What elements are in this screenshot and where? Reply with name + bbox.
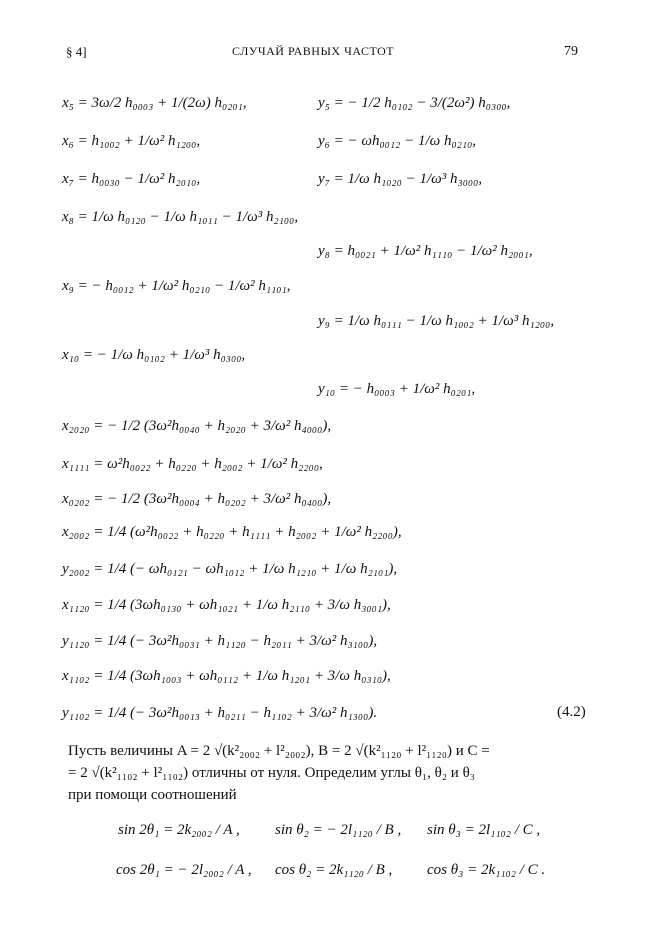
equation-y6: y₆ = − ωh₀₀₁₂ − 1/ω h₀₂₁₀, [318,133,477,149]
equation-y2002: y₂₀₀₂ = 1/4 (− ωh₀₁₂₁ − ωh₁₀₁₂ + 1/ω h₁₂₁₀ + 1/ω h₂₁₀₁), [62,561,398,577]
formula-sin-theta2: sin θ₂ = − 2l₁₁₂₀ / B , [275,822,402,838]
formula-cos-2theta1: cos 2θ₁ = − 2l₂₀₀₂ / A , [116,862,252,878]
equation-x10: x₁₀ = − 1/ω h₀₁₀₂ + 1/ω³ h₀₃₀₀, [62,347,246,363]
paragraph-line-3: при помощи соотношений [68,787,237,803]
formula-sin-theta3: sin θ₃ = 2l₁₁₀₂ / C , [427,822,541,838]
equation-x6: x₆ = h₁₀₀₂ + 1/ω² h₁₂₀₀, [62,133,201,149]
formula-sin-2theta1: sin 2θ₁ = 2k₂₀₀₂ / A , [118,822,240,838]
equation-y9: y₉ = 1/ω h₀₁₁₁ − 1/ω h₁₀₀₂ + 1/ω³ h₁₂₀₀, [318,313,555,329]
equation-x9: x₉ = − h₀₀₁₂ + 1/ω² h₀₂₁₀ − 1/ω² h₁₁₀₁, [62,278,291,294]
equation-y8: y₈ = h₀₀₂₁ + 1/ω² h₁₁₁₀ − 1/ω² h₂₀₀₁, [318,243,533,259]
paragraph-line-2: = 2 √(k²₁₁₀₂ + l²₁₁₀₂) отличны от нуля. Определим углы θ₁, θ₂ и θ₃ [68,765,475,781]
equation-x1111: x₁₁₁₁ = ω²h₀₀₂₂ + h₀₂₂₀ + h₂₀₀₂ + 1/ω² h₂₂₀₀, [62,456,323,472]
paragraph [68,740,600,806]
equation-y1102: y₁₁₀₂ = 1/4 (− 3ω²h₀₀₁₃ + h₀₂₁₁ − h₁₁₀₂ + 3/ω² h₁₃₀₀). [62,705,378,721]
equation-x2002: x₂₀₀₂ = 1/4 (ω²h₀₀₂₂ + h₀₂₂₀ + h₁₁₁₁ + h₂₀₀₂ + 1/ω² h₂₂₀₀), [62,524,402,540]
equation-x5: x₅ = 3ω/2 h₀₀₀₃ + 1/(2ω) h₀₂₀₁, [62,95,247,111]
equation-x1102: x₁₁₀₂ = 1/4 (3ωh₁₀₀₃ + ωh₀₁₁₂ + 1/ω h₁₂₀₁ + 3/ω h₀₃₁₀), [62,668,391,684]
running-title: СЛУЧАЙ РАВНЫХ ЧАСТОТ [232,44,395,58]
paragraph-line-1: Пусть величины A = 2 √(k²₂₀₀₂ + l²₂₀₀₂), B = 2 √(k²₁₁₂₀ + l²₁₁₂₀) и C = [68,743,490,759]
formula-cos-theta2: cos θ₂ = 2k₁₁₂₀ / B , [275,862,393,878]
equation-number: (4.2) [557,704,586,720]
equation-y7: y₇ = 1/ω h₁₀₂₀ − 1/ω³ h₃₀₀₀, [318,171,483,187]
equation-x2020: x₂₀₂₀ = − 1/2 (3ω²h₀₀₄₀ + h₂₀₂₀ + 3/ω² h₄₀₀₀), [62,418,332,434]
equation-x7: x₇ = h₀₀₃₀ − 1/ω² h₂₀₁₀, [62,171,201,187]
equation-x8: x₈ = 1/ω h₀₁₂₀ − 1/ω h₁₀₁₁ − 1/ω³ h₂₁₀₀, [62,209,299,225]
equation-y1120: y₁₁₂₀ = 1/4 (− 3ω²h₀₀₃₁ + h₁₁₂₀ − h₂₀₁₁ + 3/ω² h₃₁₀₀), [62,633,378,649]
section-marker: § 4] [66,44,87,59]
equation-y10: y₁₀ = − h₀₀₀₃ + 1/ω² h₀₂₀₁, [318,381,476,397]
equation-x1120: x₁₁₂₀ = 1/4 (3ωh₀₁₃₀ + ωh₁₀₂₁ + 1/ω h₂₁₁₀ + 3/ω h₃₀₀₁), [62,597,391,613]
equation-x0202: x₀₂₀₂ = − 1/2 (3ω²h₀₀₀₄ + h₀₂₀₂ + 3/ω² h₀₄₀₀), [62,491,332,507]
page-number: 79 [564,44,578,59]
formula-cos-theta3: cos θ₃ = 2k₁₁₀₂ / C . [427,862,546,878]
equation-y5: y₅ = − 1/2 h₀₁₀₂ − 3/(2ω²) h₀₃₀₀, [318,95,511,111]
